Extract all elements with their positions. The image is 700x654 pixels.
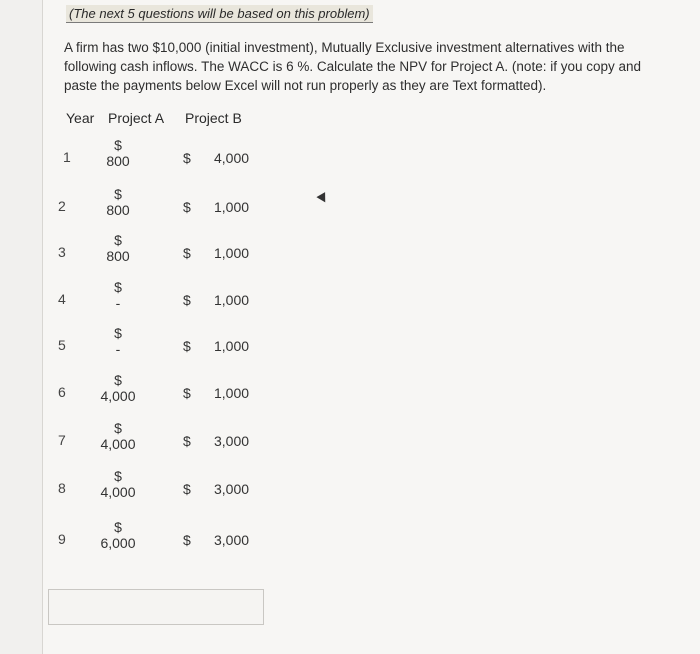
project-a-cell [96,137,140,169]
row-year: 6 [58,384,66,400]
question-prompt: A firm has two $10,000 (initial investment), Mutually Exclusive investment alternatives with the following cash inflows. The WACC is 6 %. Calculate the NPV for Project A. (note: if you copy and paste the payments below Excel will not run properly as they are Text formatted). [64,40,642,93]
row-year: 5 [58,337,66,353]
row-year: 9 [58,531,66,547]
project-b-currency: $ [183,433,191,449]
project-b-value: 4,000 [214,150,250,166]
project-b-value: 1,000 [214,245,250,261]
row-year: 2 [58,198,66,214]
project-b-currency: $ [183,245,191,261]
project-b-currency: $ [183,532,191,548]
project-a-currency: $ [114,137,122,153]
project-a-currency: $ [114,186,122,202]
project-a-currency: $ [114,420,122,436]
project-a-cell [96,372,140,404]
row-year: 7 [58,432,66,448]
project-a-value: - [115,341,121,357]
header-year: Year [66,110,95,126]
header-project-b: Project B [185,110,242,126]
project-a-value: 4,000 [100,436,136,452]
project-a-cell [96,468,140,500]
project-b-value: 1,000 [214,385,250,401]
project-a-value: - [115,295,121,311]
project-b-currency: $ [183,385,191,401]
project-b-currency: $ [183,338,191,354]
project-a-currency: $ [114,372,122,388]
project-a-cell [96,420,140,452]
project-b-value: 1,000 [214,199,250,215]
project-a-cell [96,186,140,218]
question-note: (The next 5 questions will be based on this problem) [66,5,373,23]
project-b-value: 3,000 [214,481,250,497]
project-b-value: 3,000 [214,433,250,449]
project-a-currency: $ [114,468,122,484]
project-a-currency: $ [114,325,122,341]
project-b-value: 1,000 [214,292,250,308]
project-b-currency: $ [183,199,191,215]
project-a-currency: $ [114,279,122,295]
header-project-a: Project A [108,110,165,126]
project-a-cell [96,279,140,311]
question-panel [42,0,700,654]
project-a-currency: $ [114,232,122,248]
project-b-currency: $ [183,481,191,497]
answer-input[interactable] [48,589,264,625]
project-a-cell [96,519,140,551]
project-a-value: 800 [106,153,130,169]
project-b-value: 3,000 [214,532,250,548]
row-year: 1 [63,149,71,165]
project-b-value: 1,000 [214,338,250,354]
row-year: 4 [58,291,66,307]
project-a-cell [96,325,140,357]
project-a-value: 800 [106,248,130,264]
project-b-currency: $ [183,150,191,166]
project-a-value: 4,000 [100,388,136,404]
project-a-cell [96,232,140,264]
row-year: 8 [58,480,66,496]
project-a-value: 800 [106,202,130,218]
row-year: 3 [58,244,66,260]
project-a-value: 6,000 [100,535,136,551]
project-a-value: 4,000 [100,484,136,500]
project-a-currency: $ [114,519,122,535]
project-b-currency: $ [183,292,191,308]
